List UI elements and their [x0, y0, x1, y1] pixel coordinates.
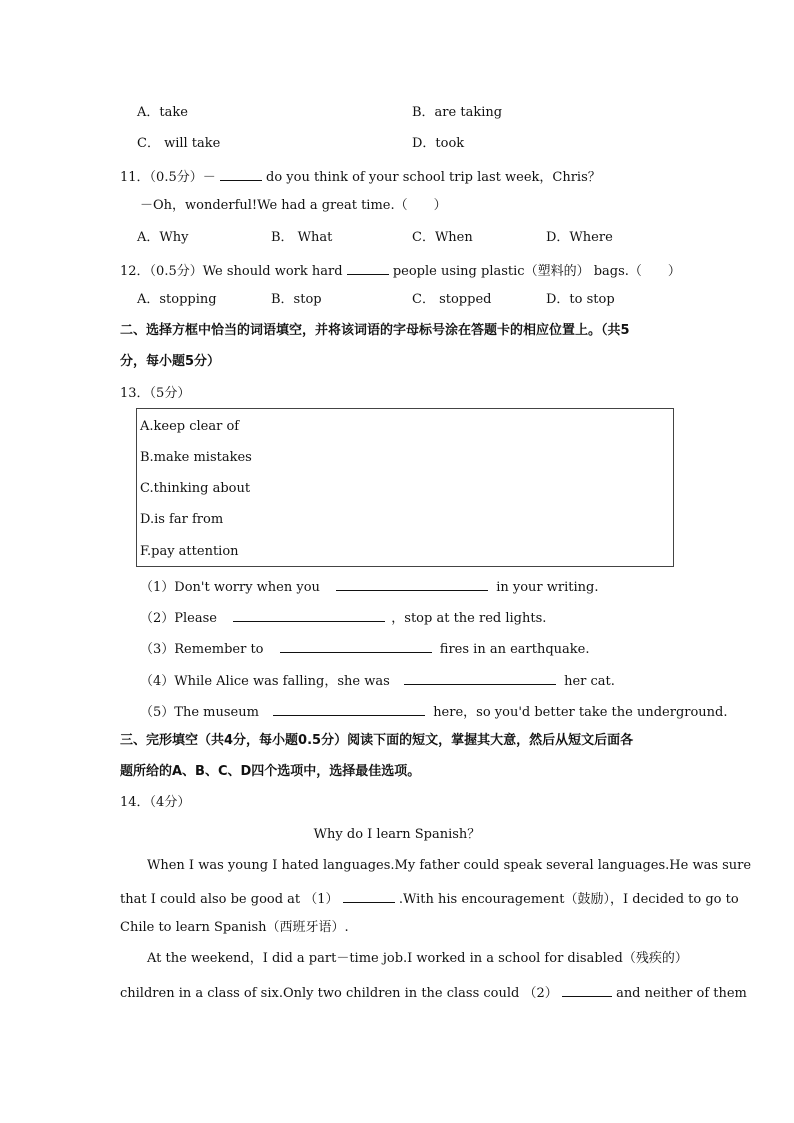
q14-label: 14．（4分）: [120, 795, 191, 810]
q12-option-a: A．stopping: [137, 292, 217, 307]
q13-item-2: [140, 608, 546, 627]
q13-item-4-blank: [404, 671, 556, 685]
passage-p2-line2: [120, 983, 747, 1002]
q10-option-d: D．took: [412, 136, 465, 151]
q13-item-3-pre: （3）Remember to: [140, 642, 264, 657]
section2-heading-line2: 分，每小题5分）: [120, 354, 221, 369]
q11-option-c: C．When: [412, 230, 473, 245]
passage-p1-line2-post: .With his encouragement（鼓励），I decided to go to: [398, 892, 739, 907]
q13-item-4-post: her cat.: [564, 674, 615, 689]
passage-p1-line2: [120, 889, 739, 908]
q13-item-1-post: in your writing.: [496, 580, 599, 595]
q11-option-d: D．Where: [546, 230, 613, 245]
q10-option-c: C． will take: [137, 136, 221, 151]
word-box-option-d: D.is far from: [140, 512, 224, 527]
q10-option-a: A．take: [137, 105, 188, 120]
q13-item-1-blank: [336, 577, 488, 591]
q13-item-2-post: ，stop at the red lights.: [391, 611, 547, 626]
passage-blank-1: [343, 889, 395, 903]
q11-stem: [120, 167, 601, 186]
word-box-option-b: B.make mistakes: [140, 450, 252, 465]
q11-blank: [220, 167, 262, 181]
q11-option-a: A．Why: [137, 230, 189, 245]
q13-item-3-post: fires in an earthquake.: [439, 642, 590, 657]
passage-p2-line1: At the weekend，I did a part－time job.I worked in a school for disabled（残疾的）: [147, 951, 688, 966]
word-box-option-a: A.keep clear of: [140, 419, 240, 434]
q13-item-1-pre: （1）Don't worry when you: [140, 580, 320, 595]
passage-p1-line3: Chile to learn Spanish（西班牙语）.: [120, 920, 349, 935]
word-box-option-f: F.pay attention: [140, 544, 239, 559]
word-box-option-c: C.thinking about: [140, 481, 251, 496]
q11-stem-pre: 11．（0.5分）－: [120, 170, 216, 185]
q13-label: 13．（5分）: [120, 386, 191, 401]
section3-heading-line1: 三、完形填空（共4分，每小题0.5分）阅读下面的短文，掌握其大意，然后从短文后面各: [120, 733, 634, 748]
q13-item-4: [140, 671, 615, 690]
q12-option-b: B．stop: [271, 292, 322, 307]
passage-p2-line2-post: and neither of them: [616, 986, 747, 1001]
q13-item-1: [140, 577, 598, 596]
section2-heading-line1: 二、选择方框中恰当的词语填空，并将该词语的字母标号涂在答题卡的相应位置上。（共5: [120, 323, 630, 338]
q13-item-3: [140, 639, 590, 658]
q13-item-5-pre: （5）The museum: [140, 705, 259, 720]
passage-p1-line2-pre: that I could also be good at （1）: [120, 892, 339, 907]
q13-item-4-pre: （4）While Alice was falling，she was: [140, 674, 390, 689]
q12-option-c: C． stopped: [412, 292, 492, 307]
q12-stem: [120, 261, 681, 280]
q12-stem-pre: 12．（0.5分）We should work hard: [120, 264, 343, 279]
passage-title: Why do I learn Spanish？: [313, 827, 481, 842]
q13-item-2-blank: [233, 608, 385, 622]
section3-heading-line2: 题所给的A、B、C、D四个选项中，选择最佳选项。: [120, 764, 421, 779]
q11-reply: －Oh，wonderful!We had a great time.（ ）: [140, 198, 447, 213]
q11-stem-post: do you think of your school trip last week，Chris？: [266, 170, 601, 185]
passage-p1-line1: When I was young I hated languages.My father could speak several languages.He was sure: [147, 858, 752, 873]
q10-option-b: B．are taking: [412, 105, 503, 120]
q12-stem-post: people using plastic（塑料的） bags.（ ）: [392, 264, 681, 279]
q13-word-box: [136, 408, 674, 567]
q13-item-3-blank: [280, 639, 432, 653]
q13-item-2-pre: （2）Please: [140, 611, 217, 626]
passage-p2-line2-pre: children in a class of six.Only two children in the class could （2）: [120, 986, 558, 1001]
q13-item-5: [140, 702, 728, 721]
q11-option-b: B． What: [271, 230, 333, 245]
q13-item-5-blank: [273, 702, 425, 716]
passage-blank-2: [562, 983, 612, 997]
q12-blank: [347, 261, 389, 275]
q13-item-5-post: here，so you'd better take the underground.: [433, 705, 728, 720]
q12-option-d: D．to stop: [546, 292, 615, 307]
